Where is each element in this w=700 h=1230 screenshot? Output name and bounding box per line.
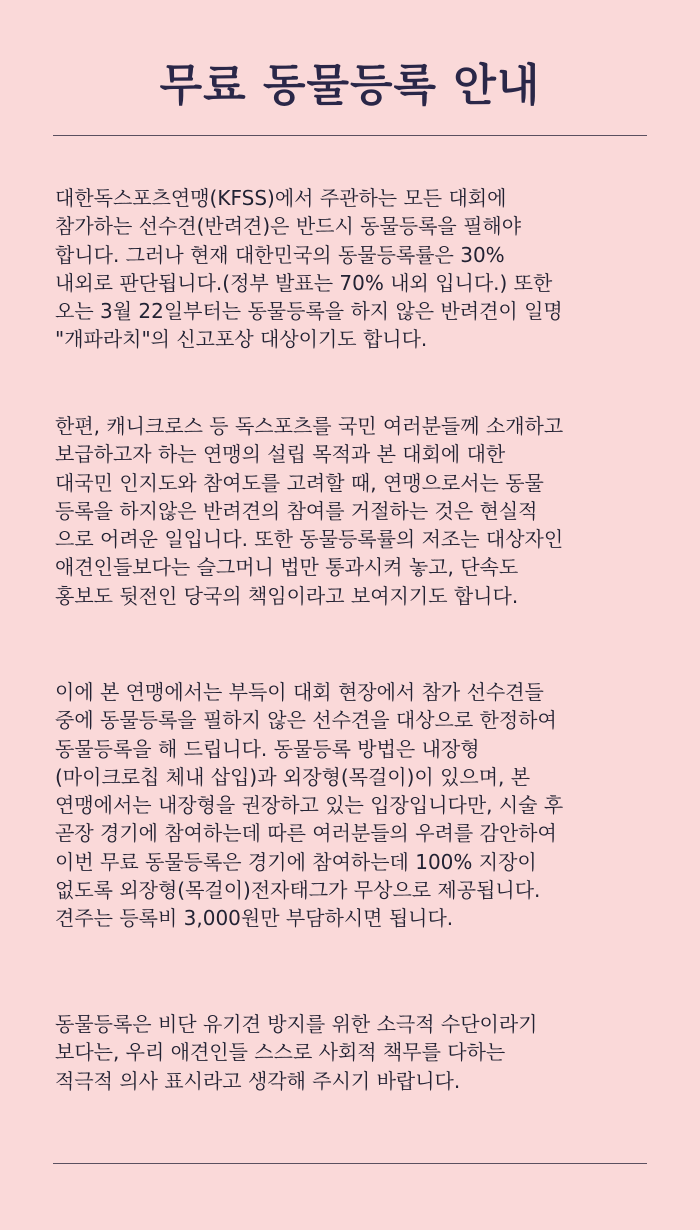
text-line: "개파라치"의 신고포상 대상이기도 합니다.	[55, 327, 428, 352]
text-line: 이번 무료 동물등록은 경기에 참여하는데 100% 지장이	[55, 849, 537, 874]
text-line: 동물등록은 비단 유기견 방지를 위한 소극적 수단이라기	[55, 1012, 538, 1036]
text-line: (마이크로칩 체내 삽입)과 외장형(목걸이)이 있으며, 본	[55, 764, 531, 789]
text-line: 연맹에서는 내장형을 권장하고 있는 입장입니다만, 시술 후	[55, 793, 564, 818]
text-line: 오는 3월 22일부터는 동물등록을 하지 않은 반려견이 일명	[55, 299, 563, 324]
text-line: 참가하는 선수견(반려견)은 반드시 동물등록을 필해야	[55, 214, 522, 239]
text-line: 애견인들보다는 슬그머니 법만 통과시켜 놓고, 단속도	[55, 555, 519, 580]
bottom-divider	[53, 1163, 647, 1164]
text-line: 대국민 인지도와 참여도를 고려할 때, 연맹으로서는 동물	[55, 470, 544, 495]
text-line: 대한독스포츠연맹(KFSS)에서 주관하는 모든 대회에	[55, 186, 507, 210]
top-divider	[53, 135, 647, 136]
text-line: 이에 본 연맹에서는 부득이 대회 현장에서 참가 선수견들	[55, 680, 544, 704]
text-line: 견주는 등록비 3,000원만 부담하시면 됩니다.	[55, 906, 454, 931]
page-title: 무료 동물등록 안내	[159, 60, 541, 111]
text-line: 보급하고자 하는 연맹의 설립 목적과 본 대회에 대한	[55, 442, 506, 467]
text-line: 으로 어려운 일입니다. 또한 동물등록률의 저조는 대상자인	[55, 527, 564, 552]
text-line: 홍보도 뒷전인 당국의 책임이라고 보여지기도 합니다.	[55, 583, 519, 608]
paragraph-closing	[55, 1010, 655, 1095]
text-line: 곧장 경기에 참여하는데 따른 여러분들의 우려를 감안하여	[55, 821, 557, 846]
text-line: 등록을 하지않은 반려견의 참여를 거절하는 것은 현실적	[55, 498, 538, 523]
text-line: 적극적 의사 표시라고 생각해 주시기 바랍니다.	[55, 1068, 461, 1093]
text-line: 한편, 캐니크로스 등 독스포츠를 국민 여러분들께 소개하고	[55, 414, 564, 438]
paragraph-registration-requirement	[55, 184, 655, 354]
text-line: 보다는, 우리 애견인들 스스로 사회적 책무를 다하는	[55, 1040, 506, 1065]
text-line: 동물등록을 해 드립니다. 동물등록 방법은 내장형	[55, 736, 480, 761]
paragraph-registration-method	[55, 678, 655, 933]
text-line: 중에 동물등록을 필하지 않은 선수견을 대상으로 한정하여	[55, 708, 557, 733]
paragraph-background	[55, 412, 655, 610]
text-line: 없도록 외장형(목걸이)전자태그가 무상으로 제공됩니다.	[55, 878, 541, 903]
text-line: 합니다. 그러나 현재 대한민국의 동물등록률은 30%	[55, 242, 505, 267]
text-line: 내외로 판단됩니다.(정부 발표는 70% 내외 입니다.) 또한	[55, 270, 553, 295]
